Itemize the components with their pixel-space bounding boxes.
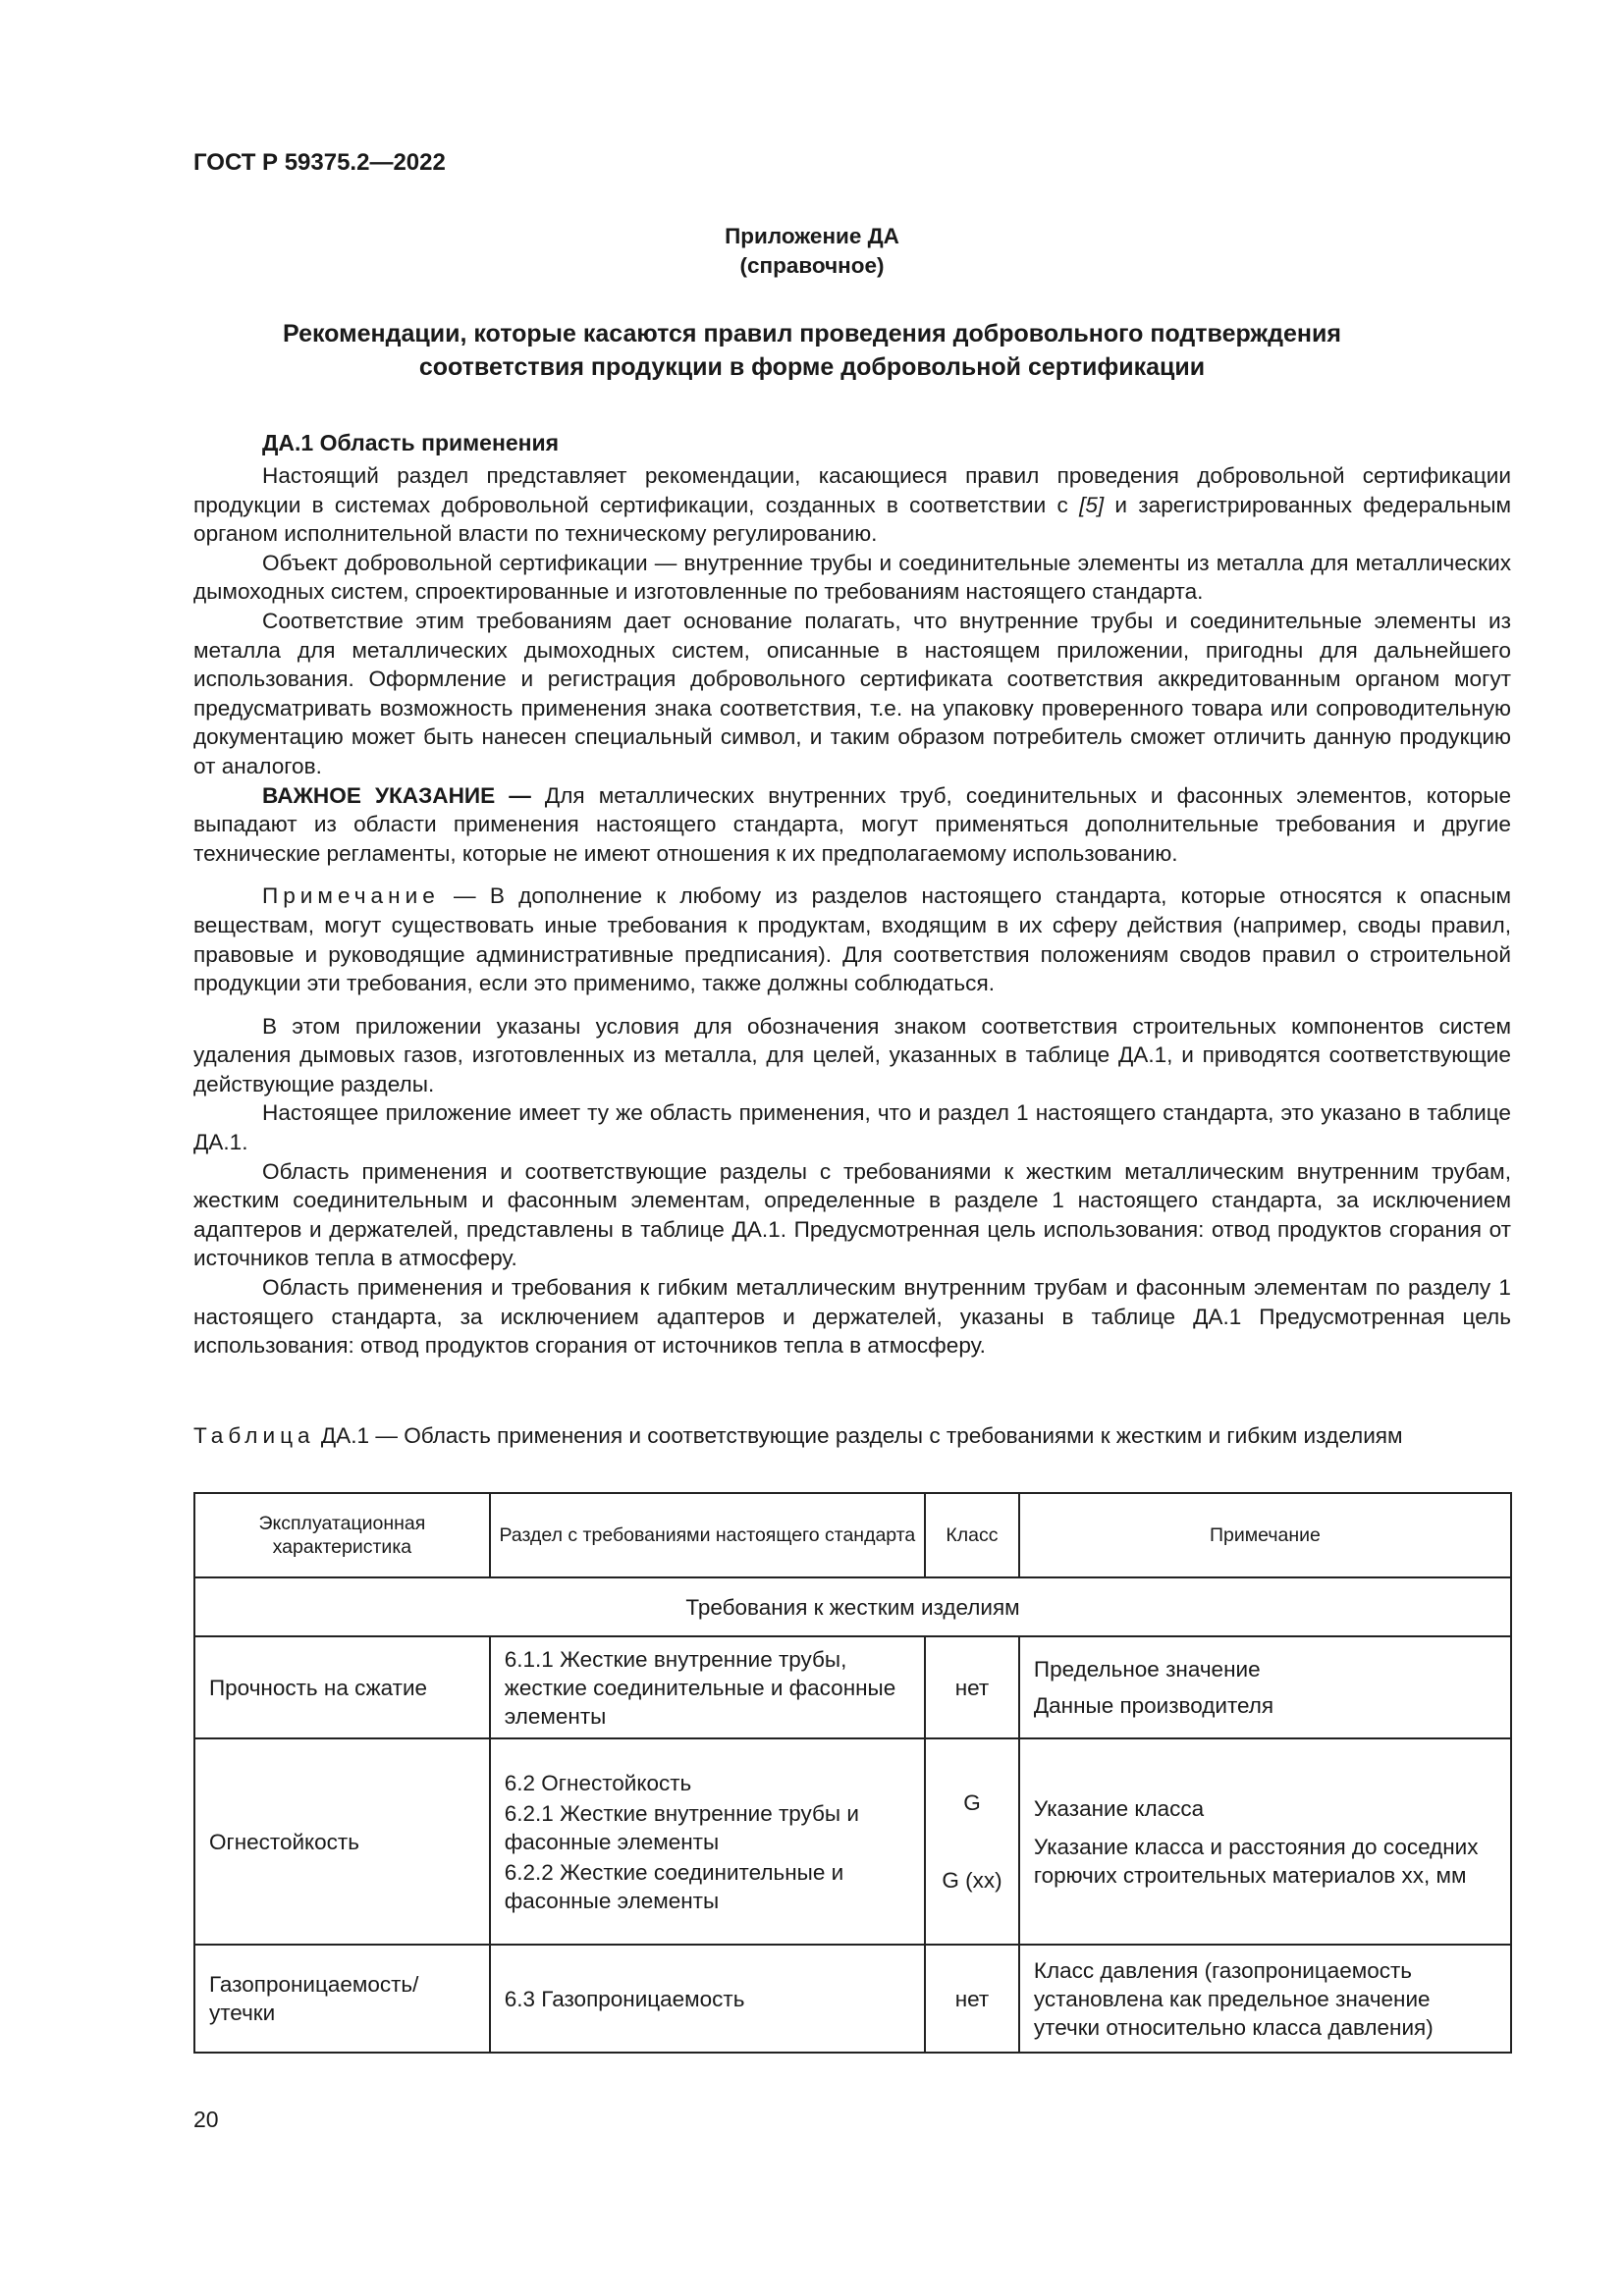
- table-cell: 6.3 Газопроницаемость: [490, 1945, 925, 2053]
- table-cell: 6.2 Огнестойкость 6.2.1 Жесткие внутренние трубы и фасонные элементы 6.2.2 Жесткие соединительные и фасонные элементы: [490, 1738, 925, 1945]
- paragraph-5: В этом приложении указаны условия для обозначения знаком соответствия строительных компонентов систем удаления дымовых газов, изготовленных из металла, для целей, указанных в таблице ДА.1, и приводятся соответствующие действующие разделы.: [193, 1013, 1511, 1096]
- table-cell: Газопроницаемость/ утечки: [194, 1945, 490, 2053]
- requirements-table: [193, 1492, 1512, 2054]
- table-caption: Таблица ДА.1 — Область применения и соответствующие разделы с требованиями к жестким и гибким изделиям: [193, 1423, 1403, 1448]
- appendix-type: (справочное): [739, 253, 885, 278]
- paragraph-important: ВАЖНОЕ УКАЗАНИЕ — Для металлических внутренних труб, соединительных и фасонных элементов, которые выпадают из области применения настоящего стандарта, могут применяться дополнительные требования и другие технические регламенты, которые не имеют отношения к их предполагаемому использованию.: [193, 782, 1512, 866]
- paragraph-8: Область применения и требования к гибким металлическим внутренним трубам и фасонным элементам по разделу 1 настоящего стандарта, за исключением адаптеров и держателей, указаны в таблице ДА.1 Предусмотренная цель использования: отвод продуктов сгорания от источников тепла в атмосферу.: [193, 1275, 1511, 1359]
- table-cell: Огнестойкость: [194, 1738, 490, 1945]
- appendix-title-line1: Рекомендации, которые касаются правил проведения добровольного подтверждения: [283, 320, 1341, 347]
- appendix-name: Приложение ДА: [725, 224, 899, 248]
- note-paragraph: Примечание — В дополнение к любому из разделов настоящего стандарта, которые относятся к опасным веществам, могут существовать иные требования к продуктам, входящим в их сферу действия (например, своды правил, правовые и руководящие административные предписания). Для соответствия положениям сводов правил о строительной продукции эти требования, если это применимо, также должны соблюдаться.: [193, 883, 1511, 996]
- table-cell: Предельное значение Данные производителя: [1019, 1636, 1511, 1738]
- table-cell: нет: [925, 1636, 1019, 1738]
- table-row: [194, 1636, 1511, 1738]
- reference-link: [5]: [1079, 492, 1105, 517]
- section-heading: ДА.1 Область применения: [262, 430, 560, 455]
- column-header: Класс: [925, 1493, 1019, 1577]
- paragraph-2: Объект добровольной сертификации — внутренние трубы и соединительные элементы из металла для металлических дымоходных систем, спроектированные и изготовленные по требованиям настоящего стандарта.: [193, 550, 1511, 605]
- paragraph-1: Настоящий раздел представляет рекомендации, касающиеся правил проведения добровольной сертификации продукции в системах добровольной сертификации, созданных в соответствии с [5] и зарегистрированных федеральным органом исполнительной власти по техническому регулированию.: [193, 463, 1511, 547]
- table-group-row: [194, 1577, 1511, 1636]
- table-row: [194, 1738, 1511, 1945]
- table-cell: G G (xx): [925, 1738, 1019, 1945]
- important-label: ВАЖНОЕ УКАЗАНИЕ —: [262, 782, 531, 808]
- paragraph-7: Область применения и соответствующие разделы с требованиями к жестким металлическим внутренним трубам, жестким соединительным и фасонным элементам, определенные в разделе 1 настоящего стандарта, за исключением адаптеров и держателей, представлены в таблице ДА.1. Предусмотренная цель использования: отвод продуктов сгорания от источников тепла в атмосферу.: [193, 1158, 1511, 1271]
- paragraph-3: Соответствие этим требованиям дает основание полагать, что внутренние трубы и соединительные элементы из металла для металлических дымоходных систем, описанные в настоящем приложении, пригодны для дальнейшего использования. Оформление и регистрация добровольного сертификата соответствия аккредитованным органом могут предусматривать возможность применения знака соответствия, т.е. на упаковку проверенного товара или сопроводительную документацию может быть нанесен специальный символ, и таким образом потребитель сможет отличить данную продукцию от аналогов.: [193, 608, 1511, 778]
- paragraph-6: Настоящее приложение имеет ту же область применения, что и раздел 1 настоящего стандарта, это указано в таблице ДА.1.: [193, 1100, 1511, 1155]
- table-cell: 6.1.1 Жесткие внутренние трубы, жесткие соединительные и фасонные элементы: [490, 1636, 925, 1738]
- table-cell: нет: [925, 1945, 1019, 2053]
- table-cell: Указание класса Указание класса и расстояния до соседних горючих строительных материалов xx, мм: [1019, 1738, 1511, 1945]
- table-caption-label: Таблица: [193, 1423, 315, 1448]
- document-code: ГОСТ Р 59375.2—2022: [193, 149, 446, 176]
- table-row: [194, 1945, 1511, 2053]
- group-label: Требования к жестким изделиям: [194, 1577, 1511, 1636]
- appendix-title-line2: соответствия продукции в форме добровольной сертификации: [418, 353, 1206, 381]
- column-header: Раздел с требованиями настоящего стандарта: [490, 1493, 925, 1577]
- table-header-row: [194, 1493, 1511, 1577]
- page-number: 20: [193, 2107, 219, 2132]
- table-cell: Класс давления (газопроницаемость установлена как предельное значение утечки относительно класса давления): [1019, 1945, 1511, 2053]
- appendix-title: [226, 317, 1398, 384]
- table-cell: Прочность на сжатие: [194, 1636, 490, 1738]
- note-label: Примечание: [262, 883, 440, 909]
- column-header: Примечание: [1019, 1493, 1511, 1577]
- column-header: Эксплуатационная характеристика: [194, 1493, 490, 1577]
- section-body: [193, 461, 1511, 1361]
